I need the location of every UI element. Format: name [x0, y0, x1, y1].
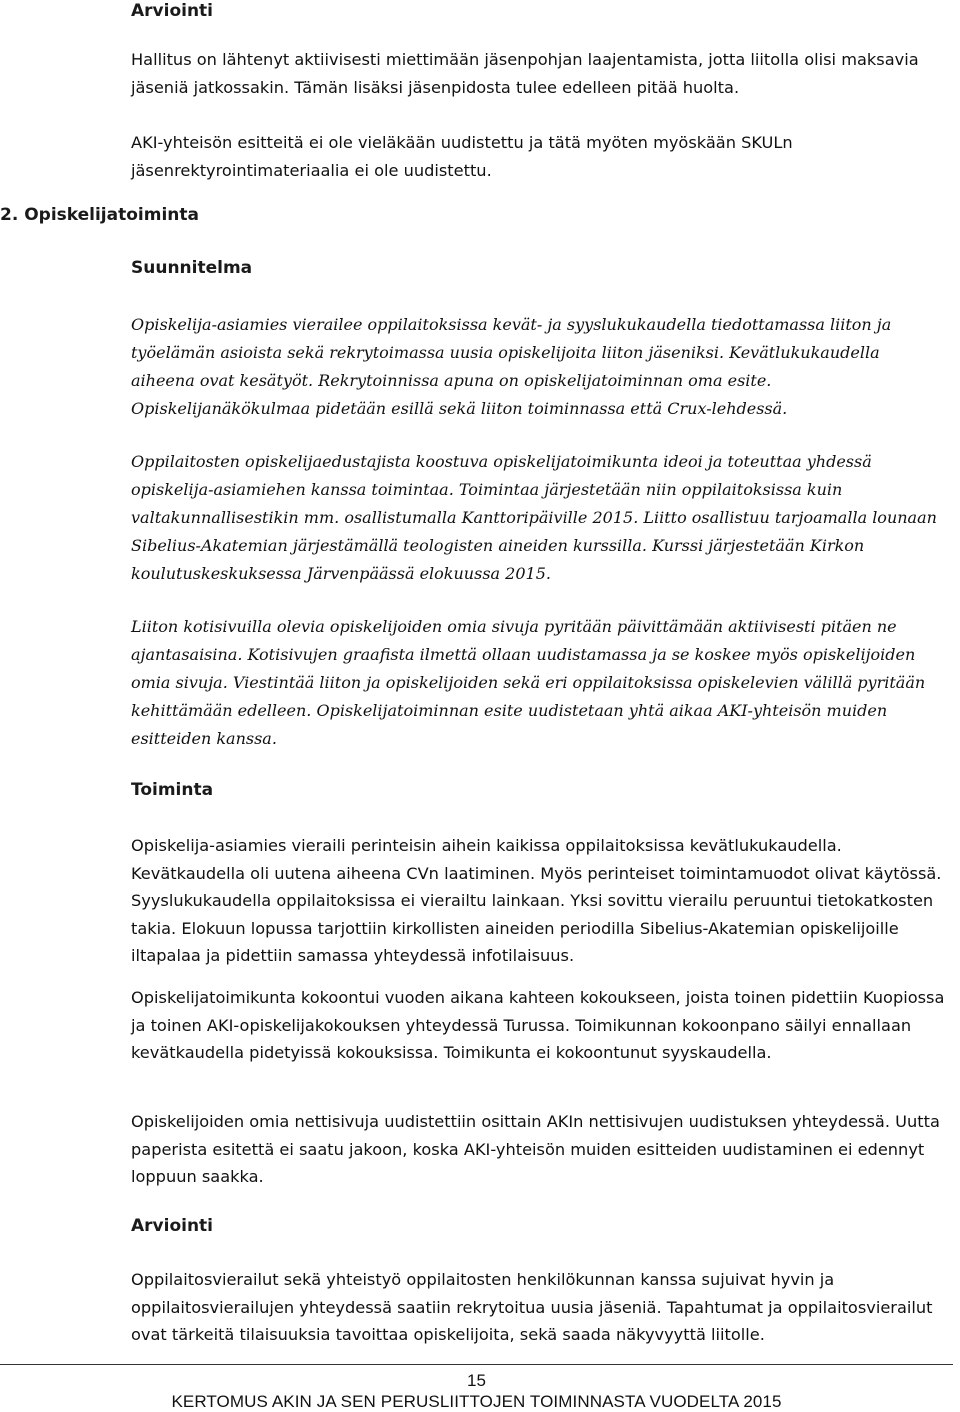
heading-toiminta: Toiminta — [131, 780, 214, 800]
toiminta-paragraph-2: Opiskelijatoimikunta kokoontui vuoden aikana kahteen kokoukseen, joista toinen pidettiin Kuopiossa ja toinen AKI-opiskelijakokouksen yhteydessä Turussa. Toimikunnan kokoonpano säilyi ennallaan kevätkaudella pidetyissä kokouksissa. Toimikunta ei kokoontunut syyskaudella. — [131, 988, 945, 1062]
suunnitelma-paragraph-2: Oppilaitosten opiskelijaedustajista koostuva opiskelijatoimikunta ideoi ja toteuttaa yhdessä opiskelija-asiamiehen kanssa toimintaa. Toimintaa järjestetään niin oppilaitoksissa kuin valtakunnallisestikin mm. osallistumalla Kanttoripäiville 2015. Liitto osallistuu tarjoamalla lounaan Sibelius-Akatemian järjestämällä teologisten aineiden kurssilla. Kurssi järjestetään Kirkon koulutuskeskuksessa Järvenpäässä elokuussa 2015. — [131, 452, 937, 583]
toiminta-paragraph-3: Opiskelijoiden omia nettisivuja uudistettiin osittain AKIn nettisivujen uudistuksen yhteydessä. Uutta paperista esitettä ei saatu jakoon, koska AKI-yhteisön muiden esitteiden uudistaminen ei edennyt loppuun saakka. — [131, 1112, 940, 1186]
footer-title: KERTOMUS AKIN JA SEN PERUSLIITTOJEN TOIMINNASTA VUODELTA 2015 — [171, 1392, 782, 1411]
heading-arviointi-bottom: Arviointi — [131, 1216, 214, 1236]
heading-suunnitelma: Suunnitelma — [131, 258, 253, 278]
heading-arviointi-top: Arviointi — [131, 1, 214, 21]
arviointi-top-paragraph-1: Hallitus on lähtenyt aktiivisesti miettimään jäsenpohjan laajentamista, jotta liitolla olisi maksavia jäseniä jatkossakin. Tämän lisäksi jäsenpidosta tulee edelleen pitää huolta. — [131, 50, 919, 97]
section-title: 2. Opiskelijatoiminta — [0, 205, 199, 225]
arviointi-bottom-paragraph-1: Oppilaitosvierailut sekä yhteistyö oppilaitosten henkilökunnan kanssa sujuivat hyvin ja oppilaitosvierailujen yhteydessä saatiin rekrytoitua uusia jäseniä. Tapahtumat ja oppilaitosvierailut ovat tärkeitä tilaisuuksia tavoittaa opiskelijoita, sekä saada näkyvyyttä liitolle. — [131, 1270, 933, 1344]
suunnitelma-paragraph-3: Liiton kotisivuilla olevia opiskelijoiden omia sivuja pyritään päivittämään aktiivisesti pitäen ne ajantasaisina. Kotisivujen graafista ilmettä ollaan uudistamassa ja se koskee myös opiskelijoiden omia sivuja. Viestintää liiton ja opiskelijoiden sekä eri oppilaitoksissa opiskelevien välillä pyritään kehittämään edelleen. Opiskelijatoiminnan esite uudistetaan yhtä aikaa AKI-yhteisön muiden esitteiden kanssa. — [131, 617, 926, 748]
suunnitelma-paragraph-1: Opiskelija-asiamies vierailee oppilaitoksissa kevät- ja syyslukukaudella tiedottamassa liiton ja työelämän asioista sekä rekrytoimassa uusia opiskelijoita liiton jäseniksi. Kevätlukukaudella aiheena ovat kesätyöt. Rekrytoinnissa apuna on opiskelijatoiminnan oma esite. Opiskelijanäkökulmaa pidetään esillä sekä liiton toiminnassa että Crux-lehdessä. — [131, 315, 892, 418]
toiminta-paragraph-1: Opiskelija-asiamies vieraili perinteisin aihein kaikissa oppilaitoksissa kevätlukukaudella. Kevätkaudella oli uutena aiheena CVn laatiminen. Myös perinteiset toimintamuodot olivat käytössä. Syyslukukaudella oppilaitoksissa ei vierailtu lainkaan. Yksi sovittu vierailu peruuntui tietokatkosten takia. Elokuun lopussa tarjottiin kirkollisten aineiden periodilla Sibelius-Akatemian opiskelijoille iltapalaa ja pidettiin samassa yhteydessä infotilaisuus. — [131, 836, 942, 965]
footer-rule — [0, 1364, 953, 1365]
arviointi-top-paragraph-2: AKI-yhteisön esitteitä ei ole vieläkään uudistettu ja tätä myöten myöskään SKULn jäsenrektyrointimateriaalia ei ole uudistettu. — [131, 133, 793, 180]
page-number: 15 — [467, 1371, 486, 1390]
